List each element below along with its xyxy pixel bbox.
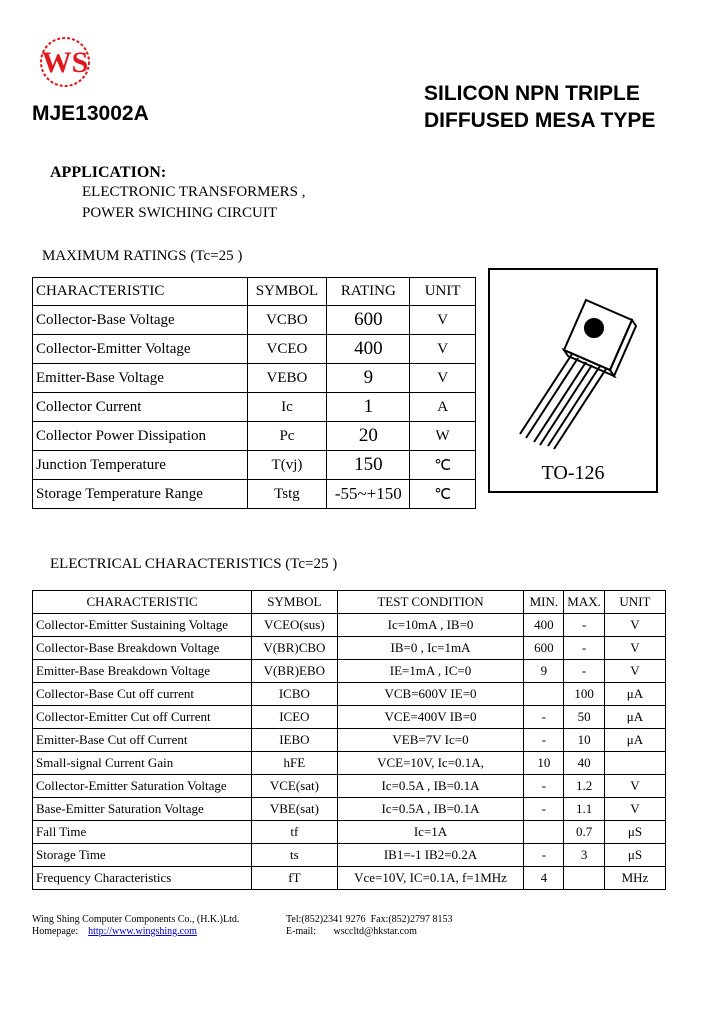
condition-cell: VEB=7V Ic=0 <box>337 729 524 752</box>
characteristic-cell: Storage Time <box>33 844 252 867</box>
table-row <box>33 306 476 335</box>
unit-cell: μS <box>604 821 665 844</box>
unit-cell: μA <box>604 729 665 752</box>
characteristic-cell: Collector-Base Breakdown Voltage <box>33 637 252 660</box>
header-cell: UNIT <box>410 278 476 306</box>
footer-company: Wing Shing Computer Components Co., (H.K.)Ltd. <box>32 914 240 925</box>
package-label: TO-126 <box>541 462 605 484</box>
table-row <box>33 660 666 683</box>
rating-cell: 1 <box>327 393 410 422</box>
unit-cell: ℃ <box>410 480 476 509</box>
table-row <box>33 393 476 422</box>
symbol-cell: V(BR)CBO <box>252 637 337 660</box>
max-cell: 1.2 <box>564 775 605 798</box>
unit-cell: V <box>604 614 665 637</box>
symbol-cell: Ic <box>247 393 327 422</box>
table-row <box>33 614 666 637</box>
min-cell: 4 <box>524 867 564 890</box>
min-cell: 600 <box>524 637 564 660</box>
condition-cell: IB=0 , Ic=1mA <box>337 637 524 660</box>
table-row <box>33 706 666 729</box>
symbol-cell: hFE <box>252 752 337 775</box>
package-drawing <box>488 268 658 493</box>
header-cell: MAX. <box>564 591 605 614</box>
rating-cell: 400 <box>327 335 410 364</box>
condition-cell: IB1=-1 IB2=0.2A <box>337 844 524 867</box>
unit-cell: μS <box>604 844 665 867</box>
condition-cell: Vce=10V, IC=0.1A, f=1MHz <box>337 867 524 890</box>
condition-cell: Ic=0.5A , IB=0.1A <box>337 775 524 798</box>
rating-cell: 20 <box>327 422 410 451</box>
condition-cell: VCE=10V, Ic=0.1A, <box>337 752 524 775</box>
table-row <box>33 867 666 890</box>
unit-cell: A <box>410 393 476 422</box>
footer-phone <box>286 914 453 925</box>
homepage-link[interactable]: http://www.wingshing.com <box>88 926 197 937</box>
characteristic-cell: Fall Time <box>33 821 252 844</box>
table-row <box>33 451 476 480</box>
header-cell: MIN. <box>524 591 564 614</box>
max-cell <box>564 867 605 890</box>
table-row <box>33 775 666 798</box>
max-cell: - <box>564 660 605 683</box>
header-cell: RATING <box>327 278 410 306</box>
device-type-line1: SILICON NPN TRIPLE <box>424 82 640 105</box>
symbol-cell: ts <box>252 844 337 867</box>
min-cell: - <box>524 775 564 798</box>
unit-cell: μA <box>604 706 665 729</box>
header-cell: CHARACTERISTIC <box>33 278 248 306</box>
table-header-row <box>33 278 476 306</box>
max-cell: 0.7 <box>564 821 605 844</box>
unit-cell: V <box>604 798 665 821</box>
symbol-cell: VCEO(sus) <box>252 614 337 637</box>
max-cell: - <box>564 614 605 637</box>
tel-text: Tel:(852)2341 9276 <box>286 914 366 925</box>
symbol-cell: VCBO <box>247 306 327 335</box>
table-row <box>33 335 476 364</box>
characteristic-cell: Storage Temperature Range <box>33 480 248 509</box>
characteristic-cell: Collector Current <box>33 393 248 422</box>
email-address[interactable]: wsccltd@hkstar.com <box>333 926 417 937</box>
header-cell: CHARACTERISTIC <box>33 591 252 614</box>
application-line: POWER SWICHING CIRCUIT <box>82 205 277 221</box>
symbol-cell: VBE(sat) <box>252 798 337 821</box>
symbol-cell: fT <box>252 867 337 890</box>
symbol-cell: V(BR)EBO <box>252 660 337 683</box>
unit-cell <box>604 752 665 775</box>
rating-cell: 150 <box>327 451 410 480</box>
max-cell: 100 <box>564 683 605 706</box>
min-cell: - <box>524 729 564 752</box>
footer-email <box>286 926 417 937</box>
table-row <box>33 821 666 844</box>
condition-cell: Ic=10mA , IB=0 <box>337 614 524 637</box>
min-cell: 400 <box>524 614 564 637</box>
characteristic-cell: Frequency Characteristics <box>33 867 252 890</box>
characteristic-cell: Small-signal Current Gain <box>33 752 252 775</box>
unit-cell: V <box>604 775 665 798</box>
unit-cell: V <box>410 306 476 335</box>
symbol-cell: Pc <box>247 422 327 451</box>
characteristic-cell: Base-Emitter Saturation Voltage <box>33 798 252 821</box>
min-cell: - <box>524 706 564 729</box>
unit-cell: ℃ <box>410 451 476 480</box>
min-cell: - <box>524 844 564 867</box>
header-cell: SYMBOL <box>247 278 327 306</box>
part-number: MJE13002A <box>32 102 149 125</box>
unit-cell: W <box>410 422 476 451</box>
header-cell: SYMBOL <box>252 591 337 614</box>
condition-cell: VCE=400V IB=0 <box>337 706 524 729</box>
unit-cell: V <box>604 637 665 660</box>
max-ratings-title: MAXIMUM RATINGS (Tc=25 ) <box>42 248 243 264</box>
min-cell: - <box>524 798 564 821</box>
table-row <box>33 422 476 451</box>
application-title: APPLICATION: <box>50 164 167 181</box>
device-type-line2: DIFFUSED MESA TYPE <box>424 109 656 132</box>
characteristic-cell: Collector-Base Voltage <box>33 306 248 335</box>
unit-cell: V <box>410 364 476 393</box>
characteristic-cell: Collector-Emitter Voltage <box>33 335 248 364</box>
characteristic-cell: Emitter-Base Voltage <box>33 364 248 393</box>
transistor-package-icon <box>490 270 656 450</box>
min-cell <box>524 821 564 844</box>
table-row <box>33 480 476 509</box>
min-cell <box>524 683 564 706</box>
table-row <box>33 844 666 867</box>
unit-cell: V <box>410 335 476 364</box>
characteristic-cell: Junction Temperature <box>33 451 248 480</box>
svg-text:WS: WS <box>41 46 89 79</box>
characteristic-cell: Collector-Emitter Cut off Current <box>33 706 252 729</box>
condition-cell: Ic=1A <box>337 821 524 844</box>
rating-cell: -55~+150 <box>327 480 410 509</box>
table-row <box>33 364 476 393</box>
symbol-cell: ICBO <box>252 683 337 706</box>
table-row <box>33 798 666 821</box>
table-row <box>33 683 666 706</box>
symbol-cell: VCEO <box>247 335 327 364</box>
characteristic-cell: Collector-Emitter Sustaining Voltage <box>33 614 252 637</box>
symbol-cell: VCE(sat) <box>252 775 337 798</box>
rating-cell: 9 <box>327 364 410 393</box>
symbol-cell: Tstg <box>247 480 327 509</box>
table-row <box>33 637 666 660</box>
characteristic-cell: Collector-Base Cut off current <box>33 683 252 706</box>
footer-homepage <box>32 926 197 937</box>
symbol-cell: IEBO <box>252 729 337 752</box>
symbol-cell: ICEO <box>252 706 337 729</box>
unit-cell: MHz <box>604 867 665 890</box>
max-cell: 10 <box>564 729 605 752</box>
table-row <box>33 729 666 752</box>
condition-cell: IE=1mA , IC=0 <box>337 660 524 683</box>
email-label: E-mail: <box>286 926 316 937</box>
electrical-characteristics-table <box>32 590 666 890</box>
min-cell: 10 <box>524 752 564 775</box>
header-cell: TEST CONDITION <box>337 591 524 614</box>
homepage-label: Homepage: <box>32 926 79 937</box>
max-cell: 40 <box>564 752 605 775</box>
company-logo <box>28 34 102 90</box>
characteristic-cell: Emitter-Base Cut off Current <box>33 729 252 752</box>
table-row <box>33 752 666 775</box>
unit-cell: μA <box>604 683 665 706</box>
condition-cell: Ic=0.5A , IB=0.1A <box>337 798 524 821</box>
symbol-cell: T(vj) <box>247 451 327 480</box>
max-cell: 1.1 <box>564 798 605 821</box>
characteristic-cell: Emitter-Base Breakdown Voltage <box>33 660 252 683</box>
max-cell: - <box>564 637 605 660</box>
condition-cell: VCB=600V IE=0 <box>337 683 524 706</box>
fax-text: Fax:(852)2797 8153 <box>370 914 453 925</box>
header-cell: UNIT <box>604 591 665 614</box>
unit-cell: V <box>604 660 665 683</box>
characteristic-cell: Collector Power Dissipation <box>33 422 248 451</box>
electrical-title: ELECTRICAL CHARACTERISTICS (Tc=25 ) <box>50 556 338 572</box>
max-cell: 50 <box>564 706 605 729</box>
max-cell: 3 <box>564 844 605 867</box>
min-cell: 9 <box>524 660 564 683</box>
characteristic-cell: Collector-Emitter Saturation Voltage <box>33 775 252 798</box>
application-line: ELECTRONIC TRANSFORMERS , <box>82 184 306 200</box>
symbol-cell: VEBO <box>247 364 327 393</box>
max-ratings-table <box>32 277 476 509</box>
table-header-row <box>33 591 666 614</box>
rating-cell: 600 <box>327 306 410 335</box>
symbol-cell: tf <box>252 821 337 844</box>
